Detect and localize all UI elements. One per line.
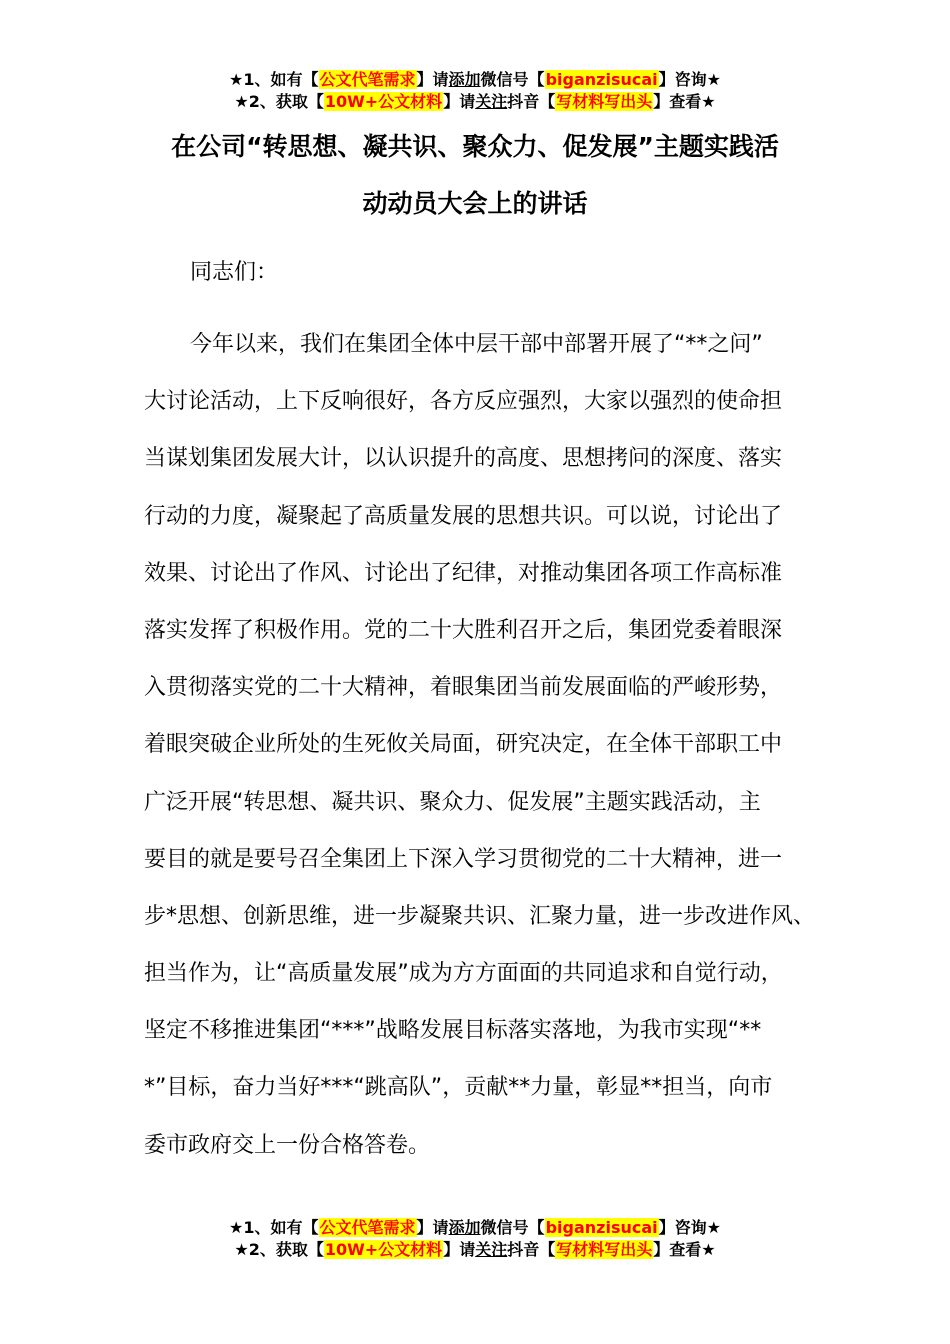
- banner-underline: 关注: [475, 92, 508, 111]
- paragraph-line: 广泛开展“转思想、凝共识、聚众力、促发展”主题实践活动，主: [144, 789, 761, 815]
- banner-text: 】咨询★: [658, 1218, 721, 1237]
- body-paragraph: [144, 316, 834, 1174]
- banner-text: 】请: [416, 70, 449, 89]
- banner-line-1: [0, 69, 950, 91]
- banner-text: 】查看★: [653, 92, 716, 111]
- banner-highlight: 10W+公文材料: [324, 1240, 443, 1259]
- banner-text: 抖音【: [507, 92, 556, 111]
- banner-text: ★2、获取【: [234, 1240, 324, 1259]
- banner-text: 】请: [443, 92, 476, 111]
- banner-text: 】请: [416, 1218, 449, 1237]
- paragraph-line: *”目标，奋力当好***“跳高队”，贡献**力量，彰显**担当，向市: [144, 1075, 773, 1101]
- banner-underline: 添加: [448, 70, 481, 89]
- paragraph-line: 担当作为，让“高质量发展”成为方方面面的共同追求和自觉行动，: [144, 961, 783, 987]
- banner-underline: 关注: [475, 1240, 508, 1259]
- banner-underline: 添加: [448, 1218, 481, 1237]
- paragraph-line: 委市政府交上一份合格答卷。: [144, 1132, 431, 1158]
- banner-text: 】查看★: [653, 1240, 716, 1259]
- paragraph-line: 坚定不移推进集团“***”战略发展目标落实落地，为我市实现“**: [144, 1018, 762, 1044]
- banner-text: ★1、如有【: [229, 1218, 319, 1237]
- footer-banner: [0, 1217, 950, 1261]
- banner-highlight: 公文代笔需求: [319, 70, 416, 89]
- paragraph-line: 落实发挥了积极作用。党的二十大胜利召开之后，集团党委着眼深: [144, 617, 783, 643]
- paragraph-line: 着眼突破企业所处的生死攸关局面，研究决定，在全体干部职工中: [144, 732, 783, 758]
- paragraph-line: 入贯彻落实党的二十大精神，着眼集团当前发展面临的严峻形势，: [144, 675, 783, 701]
- banner-highlight: 公文代笔需求: [319, 1218, 416, 1237]
- banner-text: 微信号【: [480, 1218, 545, 1237]
- banner-text: 抖音【: [507, 1240, 556, 1259]
- banner-text: 】咨询★: [658, 70, 721, 89]
- paragraph-line: 今年以来，我们在集团全体中层干部中部署开展了“**之问”: [190, 332, 763, 357]
- banner-highlight: biganzisucai: [545, 1218, 658, 1237]
- banner-text: ★1、如有【: [229, 70, 319, 89]
- banner-highlight: 写材料写出头: [556, 1240, 653, 1259]
- paragraph-line: 效果、讨论出了作风、讨论出了纪律，对推动集团各项工作高标准: [144, 560, 783, 586]
- salutation: 同志们：: [190, 260, 279, 285]
- banner-highlight: 写材料写出头: [556, 92, 653, 111]
- banner-line-1: [0, 1217, 950, 1239]
- banner-line-2: [0, 1239, 950, 1261]
- paragraph-line: 行动的力度，凝聚起了高质量发展的思想共识。可以说，讨论出了: [144, 503, 783, 529]
- banner-text: 微信号【: [480, 70, 545, 89]
- paragraph-line: 当谋划集团发展大计，以认识提升的高度、思想拷问的深度、落实: [144, 446, 783, 472]
- document-title-line-1: 在公司“转思想、凝共识、聚众力、促发展”主题实践活: [171, 132, 779, 161]
- banner-text: ★2、获取【: [234, 92, 324, 111]
- paragraph-line: 步*思想、创新思维，进一步凝聚共识、汇聚力量，进一步改进作风、: [144, 903, 816, 929]
- paragraph-line: 要目的就是要号召全集团上下深入学习贯彻党的二十大精神，进一: [144, 846, 783, 872]
- document-title-line-2: 动动员大会上的讲话: [362, 189, 588, 218]
- banner-highlight: biganzisucai: [545, 70, 658, 89]
- paragraph-line: 大讨论活动，上下反响很好，各方反应强烈，大家以强烈的使命担: [144, 389, 783, 415]
- header-banner: [0, 69, 950, 113]
- banner-line-2: [0, 91, 950, 113]
- banner-highlight: 10W+公文材料: [324, 92, 443, 111]
- banner-text: 】请: [443, 1240, 476, 1259]
